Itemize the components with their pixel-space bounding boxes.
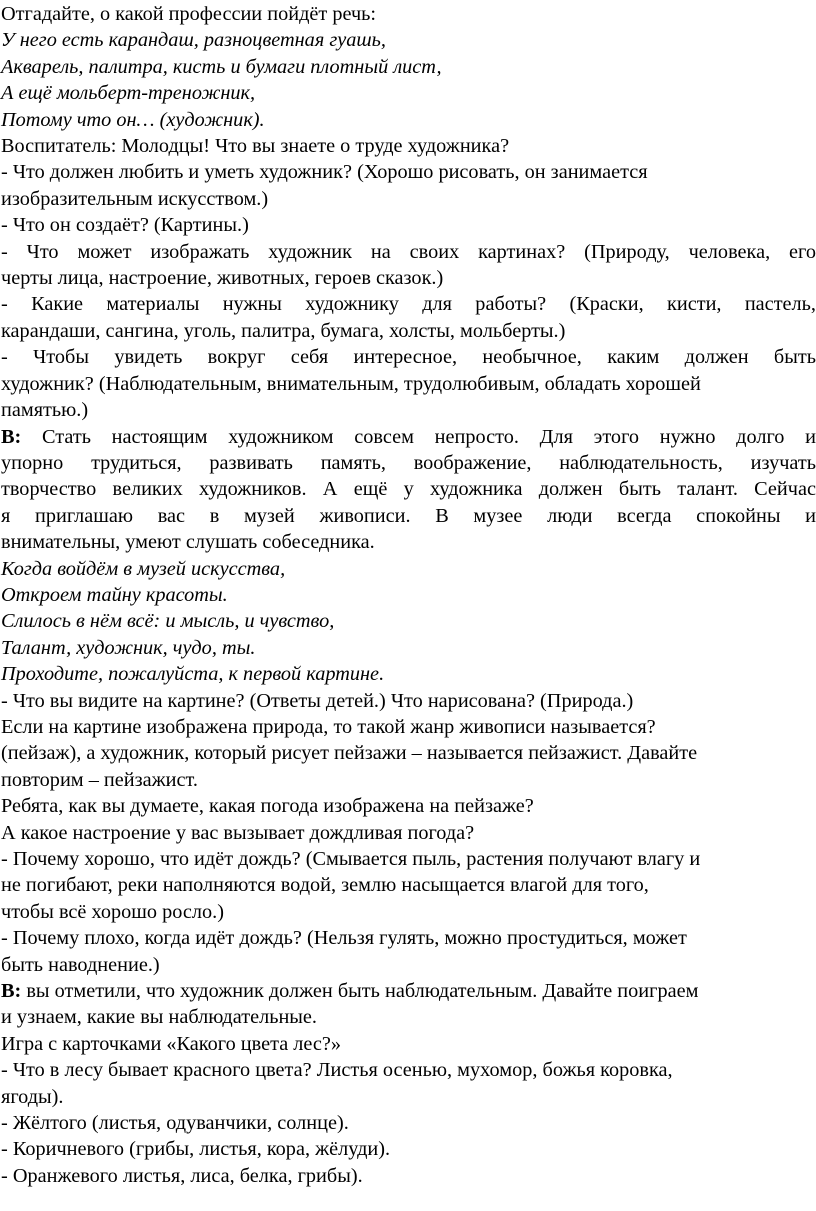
question-line: - Почему плохо, когда идёт дождь? (Нельзя гулять, можно простудиться, может xyxy=(1,927,687,950)
paragraph-line: творчество великих художников. А ещё у художника должен быть талант. Сейчас xyxy=(1,478,816,501)
answer-line: чтобы всё хорошо росло.) xyxy=(1,900,224,923)
teacher-line: Воспитатель: Молодцы! Что вы знаете о труде художника? xyxy=(1,135,510,158)
poem-line: Откроем тайну красоты. xyxy=(1,583,228,606)
speaker-text: вы отметили, что художник должен быть наблюдательным. Давайте поиграем xyxy=(21,980,699,1003)
speaker-label: В: xyxy=(1,980,22,1003)
intro-line: Отгадайте, о какой профессии пойдёт речь: xyxy=(1,3,377,25)
question-line: - Что он создаёт? (Картины.) xyxy=(1,214,249,237)
answer-line: карандаши, сангина, уголь, палитра, бумага, холсты, мольберты.) xyxy=(1,319,566,342)
paragraph-line: Если на картине изображена природа, то такой жанр живописи называется? xyxy=(1,715,656,738)
riddle-line-3: А ещё мольберт-треножник, xyxy=(1,82,256,105)
answer-line: быть наводнение.) xyxy=(1,953,160,976)
paragraph-line: и узнаем, какие вы наблюдательные. xyxy=(1,1006,318,1029)
poem-line: Талант, художник, чудо, ты. xyxy=(1,636,256,659)
paragraph-line: упорно трудиться, развивать память, воображение, наблюдательность, изучать xyxy=(1,451,816,474)
answer-line: художник? (Наблюдательным, внимательным, трудолюбивым, обладать хорошей xyxy=(1,372,701,395)
poem-line: Проходите, пожалуйста, к первой картине. xyxy=(1,663,385,686)
question-line: - Что должен любить и уметь художник? (Хорошо рисовать, он занимается xyxy=(1,161,648,184)
answer-line: не погибают, реки наполняются водой, землю насыщается влагой для того, xyxy=(1,874,649,897)
paragraph-line: (пейзаж), а художник, который рисует пейзажи – называется пейзажист. Давайте xyxy=(1,742,698,765)
paragraph-line: А какое настроение у вас вызывает дождливая погода? xyxy=(1,821,475,844)
riddle-line-2: Акварель, палитра, кисть и бумаги плотный лист, xyxy=(1,55,442,78)
speaker-text: Стать настоящим художником совсем непросто. Для этого нужно долго и xyxy=(21,425,816,448)
question-line: - Какие материалы нужны художнику для работы? (Краски, кисти, пастель, xyxy=(1,293,816,316)
question-line: - Что может изображать художник на своих картинах? (Природу, человека, его xyxy=(1,240,816,263)
color-item: - Коричневого (грибы, листья, кора, жёлуди). xyxy=(1,1138,391,1161)
riddle-line-4: Потому что он… (художник). xyxy=(1,108,265,131)
paragraph-line: я приглашаю вас в музей живописи. В музее люди всегда спокойны и xyxy=(1,504,816,527)
question-line: - Чтобы увидеть вокруг себя интересное, необычное, каким должен быть xyxy=(1,346,816,369)
answer-line: черты лица, настроение, животных, героев сказок.) xyxy=(1,267,444,290)
poem-line: Когда войдём в музей искусства, xyxy=(1,557,286,580)
poem-line: Слилось в нём всё: и мысль, и чувство, xyxy=(1,610,335,633)
speaker-paragraph-line xyxy=(1,424,816,450)
color-item: - Оранжевого листья, лиса, белка, грибы). xyxy=(1,1164,363,1187)
game-title: Игра с карточками «Какого цвета лес?» xyxy=(1,1032,342,1055)
speaker-paragraph-line xyxy=(1,978,816,1004)
answer-line: ягоды). xyxy=(1,1085,64,1108)
color-item: - Жёлтого (листья, одуванчики, солнце). xyxy=(1,1112,349,1135)
question-line: - Что вы видите на картине? (Ответы детей.) Что нарисована? (Природа.) xyxy=(1,689,634,712)
paragraph-line: повторим – пейзажист. xyxy=(1,768,198,791)
paragraph-line: внимательны, умеют слушать собеседника. xyxy=(1,531,375,554)
paragraph-line: Ребята, как вы думаете, какая погода изображена на пейзаже? xyxy=(1,795,534,818)
speaker-label: В: xyxy=(1,425,22,448)
answer-line: изобразительным искусством.) xyxy=(1,187,269,210)
question-line: - Что в лесу бывает красного цвета? Листья осенью, мухомор, божья коровка, xyxy=(1,1059,673,1082)
answer-line: памятью.) xyxy=(1,399,89,422)
riddle-line-1: У него есть карандаш, разноцветная гуашь, xyxy=(1,29,386,52)
question-line: - Почему хорошо, что идёт дождь? (Смывается пыль, растения получают влагу и xyxy=(1,848,701,870)
